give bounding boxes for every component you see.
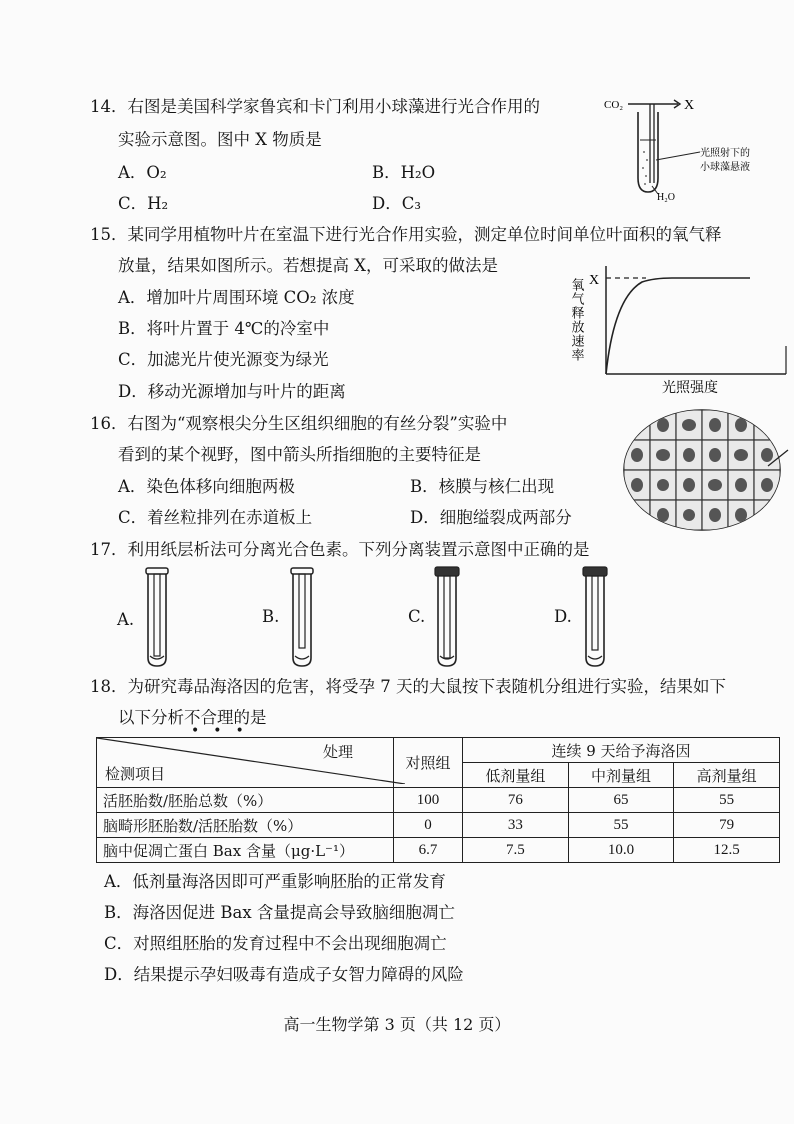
table-cell: 12.5 — [674, 838, 780, 863]
table-group-low: 低剂量组 — [463, 763, 569, 788]
q15-stem-line1: 15．某同学用植物叶片在室温下进行光合作用实验，测定单位时间单位叶面积的氧气释 — [90, 225, 722, 244]
q15-fig-xlabel: 光照强度 — [662, 380, 718, 396]
table-row — [97, 813, 780, 838]
q18-option-c: C．对照组胚胎的发育过程中不会出现细胞凋亡 — [104, 934, 447, 953]
table-header-diagonal — [97, 738, 394, 788]
table-header-heroin: 连续 9 天给予海洛因 — [463, 738, 780, 763]
q15-fig-ylabel: 氧气释放速率 — [568, 278, 584, 362]
q14-fig-note1: 光照射下的 — [700, 148, 750, 159]
q18-option-d: D．结果提示孕妇吸毒有造成子女智力障碍的风险 — [104, 965, 464, 984]
table-group-high: 高剂量组 — [674, 763, 780, 788]
table-cell: 33 — [463, 813, 569, 838]
q17-label-d: D. — [554, 607, 572, 626]
q14-fig-x: X — [684, 98, 695, 113]
q17-stem: 17．利用纸层析法可分离光合色素。下列分离装置示意图中正确的是 — [90, 540, 590, 559]
q17-label-b: B. — [262, 607, 280, 626]
table-row-label: 活胚胎数/胚胎总数（%） — [97, 788, 394, 813]
table-header-item: 检测项目 — [105, 765, 166, 783]
q14-stem-line1: 14．右图是美国科学家鲁宾和卡门利用小球藻进行光合作用的 — [90, 97, 540, 116]
table-cell: 79 — [674, 813, 780, 838]
table-row-label: 脑畸形胚胎数/活胚胎数（%） — [97, 813, 394, 838]
table-cell: 55 — [568, 813, 674, 838]
q15-stem-line2: 放量，结果如图所示。若想提高 X，可采取的做法是 — [118, 256, 498, 275]
table-header-control: 对照组 — [394, 738, 463, 788]
q18-emphasis-dots: ••• — [191, 723, 258, 739]
q15-option-c: C．加滤光片使光源变为绿光 — [118, 350, 329, 369]
q14-option-b: B．H₂O — [372, 163, 436, 182]
q17-tube-d — [578, 566, 612, 670]
q15-fig-x-marker: X — [589, 273, 600, 288]
page-footer: 高一生物学第 3 页（共 12 页） — [283, 1015, 511, 1034]
table-cell: 100 — [394, 788, 463, 813]
q15-option-a: A．增加叶片周围环境 CO₂ 浓度 — [118, 288, 355, 307]
table-cell: 55 — [674, 788, 780, 813]
table-cell: 76 — [463, 788, 569, 813]
q17-tube-a — [140, 566, 174, 670]
q16-option-a: A．染色体移向细胞两极 — [118, 477, 295, 496]
q14-stem-line2: 实验示意图。图中 X 物质是 — [118, 130, 322, 149]
q17-label-a: A. — [117, 610, 135, 629]
q16-option-d: D．细胞缢裂成两部分 — [410, 508, 572, 527]
q14-fig-h2o: H₂O — [657, 192, 675, 203]
q16-option-b: B．核膜与核仁出现 — [410, 477, 555, 496]
q17-label-c: C. — [408, 607, 426, 626]
q15-option-b: B．将叶片置于 4℃的冷室中 — [118, 319, 330, 338]
q18-stem-line2: 以下分析不合理的是 — [118, 708, 267, 727]
q18-option-a: A．低剂量海洛因即可严重影响胚胎的正常发育 — [104, 872, 446, 891]
table-cell: 7.5 — [463, 838, 569, 863]
q15-option-d: D．移动光源增加与叶片的距离 — [118, 382, 346, 401]
q16-microscope-view — [620, 406, 790, 534]
q14-option-c: C．H₂ — [118, 194, 169, 213]
q18-data-table — [96, 737, 780, 863]
q14-test-tube-figure — [600, 90, 780, 205]
table-row — [97, 838, 780, 863]
q14-fig-note2: 小球藻悬液 — [700, 162, 750, 173]
q18-option-b: B．海洛因促进 Bax 含量提高会导致脑细胞凋亡 — [104, 903, 455, 922]
q14-option-d: D．C₃ — [372, 194, 421, 213]
table-group-mid: 中剂量组 — [568, 763, 674, 788]
table-row-label: 脑中促凋亡蛋白 Bax 含量（μg·L⁻¹） — [97, 838, 394, 863]
q16-stem-line1: 16．右图为“观察根尖分生区组织细胞的有丝分裂”实验中 — [90, 414, 508, 433]
q14-option-a: A．O₂ — [118, 163, 167, 182]
table-header-treat: 处理 — [322, 743, 353, 761]
table-cell: 0 — [394, 813, 463, 838]
q15-graph-figure — [562, 258, 788, 398]
q17-tube-c — [430, 566, 464, 670]
q16-stem-line2: 看到的某个视野，图中箭头所指细胞的主要特征是 — [118, 445, 481, 464]
q17-tube-b — [285, 566, 319, 670]
table-cell: 10.0 — [568, 838, 674, 863]
table-row — [97, 788, 780, 813]
q18-stem-line1: 18．为研究毒品海洛因的危害，将受孕 7 天的大鼠按下表随机分组进行实验，结果如下 — [90, 677, 726, 696]
q14-fig-co2: CO₂ — [604, 99, 624, 111]
table-cell: 6.7 — [394, 838, 463, 863]
table-cell: 65 — [568, 788, 674, 813]
q16-option-c: C．着丝粒排列在赤道板上 — [118, 508, 313, 527]
